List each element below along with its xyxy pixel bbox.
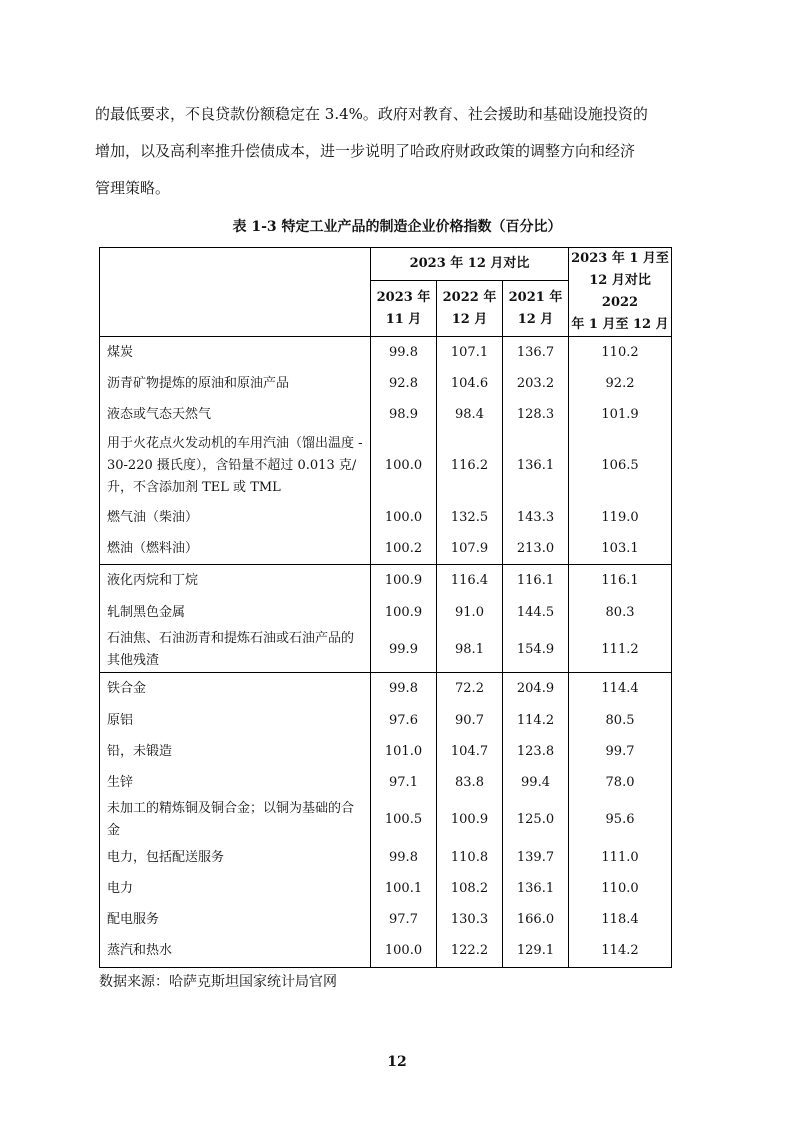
body-paragraph <box>95 96 685 207</box>
cell-value: 100.2 <box>371 533 437 565</box>
cell-value: 100.9 <box>371 565 437 598</box>
cell-value: 139.7 <box>503 842 569 873</box>
cell-value: 128.3 <box>503 399 569 430</box>
cell-value: 154.9 <box>503 628 569 673</box>
cell-value: 116.2 <box>437 430 503 502</box>
cell-value: 99.7 <box>569 736 672 767</box>
page-number: 12 <box>387 1054 407 1070</box>
table-row <box>100 935 672 968</box>
cell-value: 90.7 <box>437 705 503 736</box>
table-row <box>100 904 672 935</box>
table-row <box>100 533 672 565</box>
cell-value: 100.0 <box>371 935 437 968</box>
cell-value: 107.1 <box>437 337 503 369</box>
cell-value: 118.4 <box>569 904 672 935</box>
cell-value: 98.1 <box>437 628 503 673</box>
cell-value: 80.5 <box>569 705 672 736</box>
row-name: 蒸汽和热水 <box>100 935 371 968</box>
table-row <box>100 399 672 430</box>
header-ytd-line: 12 月对比 2022 <box>589 273 651 310</box>
cell-value: 99.9 <box>371 628 437 673</box>
cell-value: 100.0 <box>371 502 437 533</box>
table-row <box>100 502 672 533</box>
header-dec2021 <box>503 281 569 337</box>
header-line: 11 月 <box>385 311 422 327</box>
cell-value: 97.1 <box>371 767 437 798</box>
cell-value: 97.7 <box>371 904 437 935</box>
cell-value: 129.1 <box>503 935 569 968</box>
cell-value: 110.2 <box>569 337 672 369</box>
row-name: 液态或气态天然气 <box>100 399 371 430</box>
cell-value: 116.1 <box>503 565 569 598</box>
cell-value: 107.9 <box>437 533 503 565</box>
cell-value: 99.8 <box>371 673 437 706</box>
cell-value: 99.8 <box>371 337 437 369</box>
cell-value: 98.9 <box>371 399 437 430</box>
cell-value: 78.0 <box>569 767 672 798</box>
row-name: 轧制黑色金属 <box>100 597 371 628</box>
cell-value: 123.8 <box>503 736 569 767</box>
table-row <box>100 430 672 502</box>
header-dec2022 <box>437 281 503 337</box>
cell-value: 114.2 <box>569 935 672 968</box>
cell-value: 143.3 <box>503 502 569 533</box>
cell-value: 116.4 <box>437 565 503 598</box>
cell-value: 92.8 <box>371 368 437 399</box>
header-line: 2023 年 <box>376 289 431 305</box>
cell-value: 92.2 <box>569 368 672 399</box>
table-row <box>100 705 672 736</box>
paragraph-line: 增加，以及高利率推升偿债成本，进一步说明了哈政府财政政策的调整方向和经济 <box>95 142 636 160</box>
cell-value: 100.9 <box>437 798 503 842</box>
table-row <box>100 736 672 767</box>
cell-value: 103.1 <box>569 533 672 565</box>
header-group-label: 2023 年 12 月对比 <box>371 248 569 281</box>
table-row <box>100 565 672 598</box>
cell-value: 114.2 <box>503 705 569 736</box>
table-row <box>100 767 672 798</box>
header-line: 2021 年 <box>508 289 563 305</box>
cell-value: 104.6 <box>437 368 503 399</box>
cell-value: 110.8 <box>437 842 503 873</box>
cell-value: 80.3 <box>569 597 672 628</box>
cell-value: 104.7 <box>437 736 503 767</box>
header-line: 12 月 <box>517 311 554 327</box>
row-name: 沥青矿物提炼的原油和原油产品 <box>100 368 371 399</box>
paragraph-line: 的最低要求，不良贷款份额稳定在 3.4%。政府对教育、社会援助和基础设施投资的 <box>95 105 648 123</box>
cell-value: 203.2 <box>503 368 569 399</box>
header-ytd <box>569 248 672 337</box>
table-row <box>100 597 672 628</box>
cell-value: 99.4 <box>503 767 569 798</box>
table-row <box>100 673 672 706</box>
cell-value: 204.9 <box>503 673 569 706</box>
cell-value: 72.2 <box>437 673 503 706</box>
row-name: 液化丙烷和丁烷 <box>100 565 371 598</box>
header-nov2023 <box>371 281 437 337</box>
row-name: 生锌 <box>100 767 371 798</box>
cell-value: 130.3 <box>437 904 503 935</box>
cell-value: 111.0 <box>569 842 672 873</box>
table-row <box>100 873 672 904</box>
cell-value: 136.7 <box>503 337 569 369</box>
cell-value: 101.0 <box>371 736 437 767</box>
table-caption: 表 1-3 特定工业产品的制造企业价格指数（百分比） <box>232 219 562 235</box>
cell-value: 97.6 <box>371 705 437 736</box>
cell-value: 136.1 <box>503 430 569 502</box>
cell-value: 136.1 <box>503 873 569 904</box>
header-line: 2022 年 <box>442 289 497 305</box>
row-name: 铅，未锻造 <box>100 736 371 767</box>
cell-value: 132.5 <box>437 502 503 533</box>
cell-value: 99.8 <box>371 842 437 873</box>
cell-value: 100.1 <box>371 873 437 904</box>
table-row <box>100 842 672 873</box>
row-name: 石油焦、石油沥青和提炼石油或石油产品的其他残渣 <box>100 628 371 673</box>
cell-value: 116.1 <box>569 565 672 598</box>
cell-value: 100.5 <box>371 798 437 842</box>
cell-value: 213.0 <box>503 533 569 565</box>
header-ytd-line: 2023 年 1 月至 <box>571 251 669 266</box>
header-ytd-line: 年 1 月至 12 月 <box>571 317 669 332</box>
row-name: 未加工的精炼铜及铜合金；以铜为基础的合金 <box>100 798 371 842</box>
cell-value: 100.9 <box>371 597 437 628</box>
row-name: 铁合金 <box>100 673 371 706</box>
cell-value: 100.0 <box>371 430 437 502</box>
row-name: 电力 <box>100 873 371 904</box>
cell-value: 119.0 <box>569 502 672 533</box>
table-row <box>100 337 672 369</box>
cell-value: 83.8 <box>437 767 503 798</box>
cell-value: 122.2 <box>437 935 503 968</box>
paragraph-line: 管理策略。 <box>95 179 171 197</box>
row-name: 煤炭 <box>100 337 371 369</box>
cell-value: 111.2 <box>569 628 672 673</box>
row-name: 电力，包括配送服务 <box>100 842 371 873</box>
cell-value: 144.5 <box>503 597 569 628</box>
cell-value: 114.4 <box>569 673 672 706</box>
table-row <box>100 798 672 842</box>
header-line: 12 月 <box>451 311 488 327</box>
table-row <box>100 368 672 399</box>
cell-value: 106.5 <box>569 430 672 502</box>
cell-value: 91.0 <box>437 597 503 628</box>
row-name: 原铝 <box>100 705 371 736</box>
cell-value: 166.0 <box>503 904 569 935</box>
table-row <box>100 628 672 673</box>
row-name: 用于火花点火发动机的车用汽油（馏出温度 - 30-220 摄氏度），含铅量不超过 0.013 克/升，不含添加剂 TEL 或 TML <box>100 430 371 502</box>
row-name: 燃气油（柴油） <box>100 502 371 533</box>
cell-value: 101.9 <box>569 399 672 430</box>
cell-value: 108.2 <box>437 873 503 904</box>
price-index-table <box>99 247 672 968</box>
cell-value: 110.0 <box>569 873 672 904</box>
source-note: 数据来源：哈萨克斯坦国家统计局官网 <box>99 974 337 990</box>
cell-value: 125.0 <box>503 798 569 842</box>
row-name: 燃油（燃料油） <box>100 533 371 565</box>
cell-value: 95.6 <box>569 798 672 842</box>
header-blank-cell <box>100 248 371 337</box>
cell-value: 98.4 <box>437 399 503 430</box>
row-name: 配电服务 <box>100 904 371 935</box>
